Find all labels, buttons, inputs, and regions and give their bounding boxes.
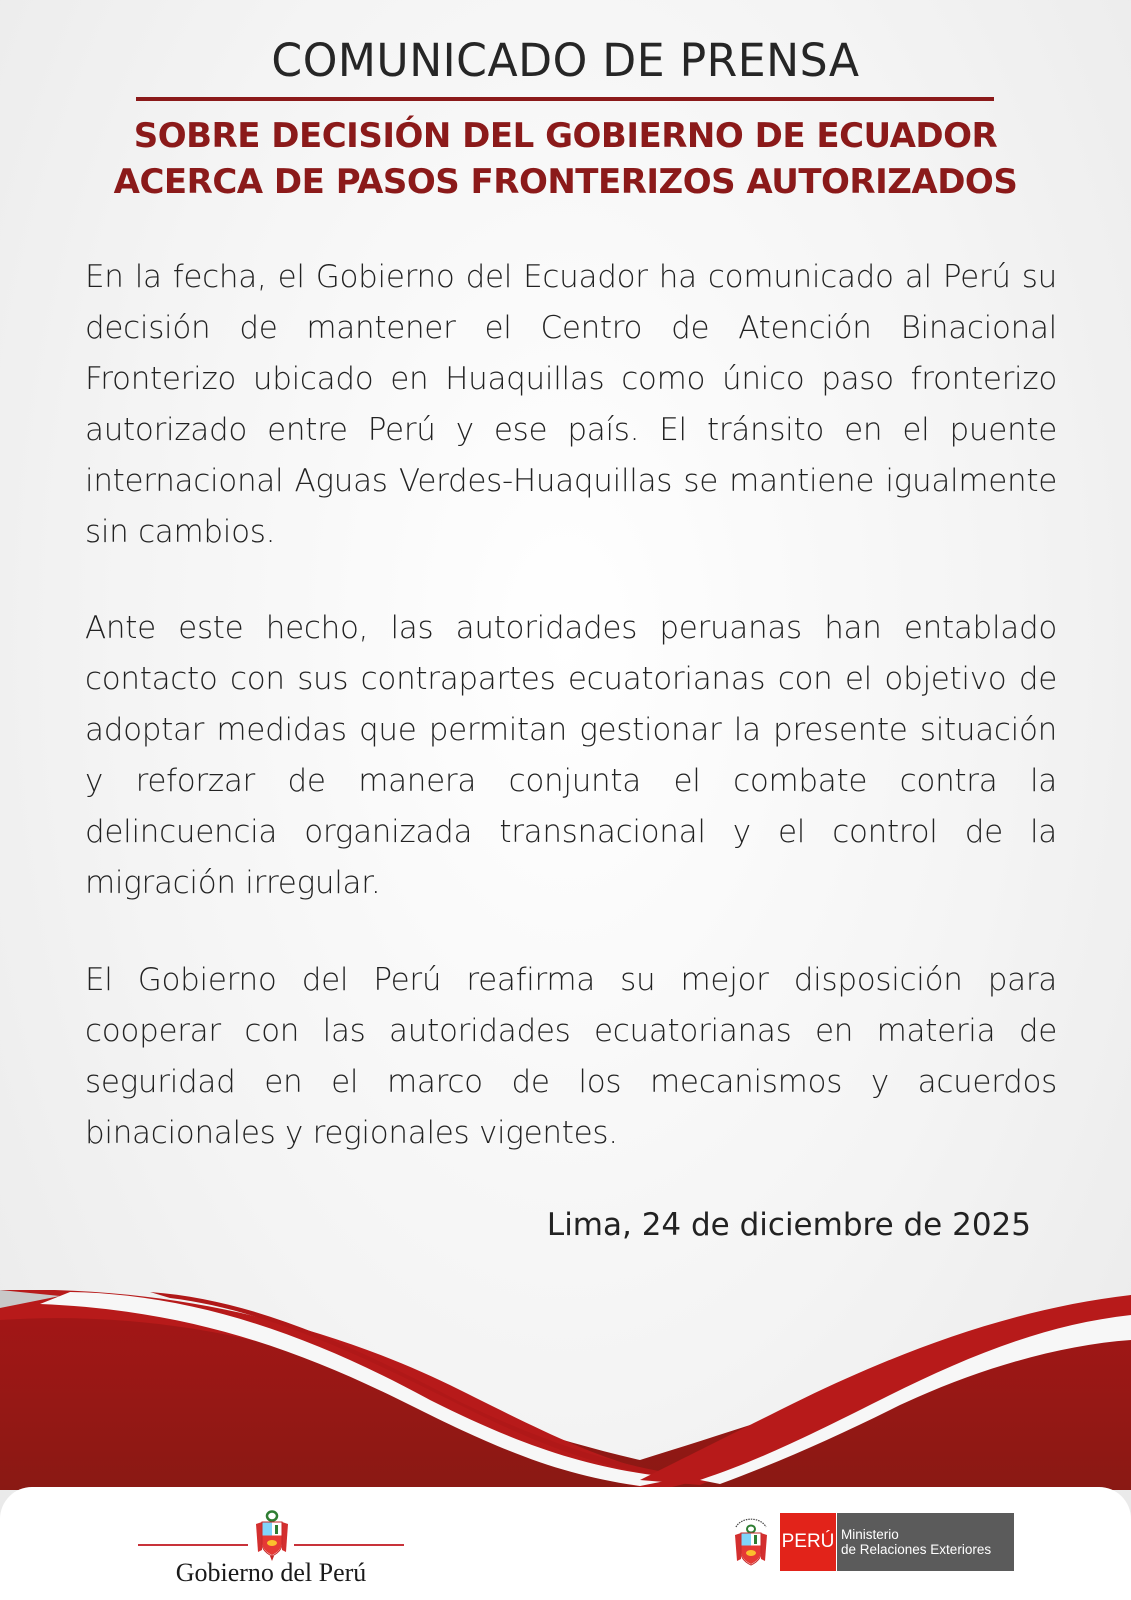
- paragraph-2: Ante este hecho, las autoridades peruanas han entablado contacto con sus contrapartes ecuatorianas con el objetivo de adoptar medidas que permitan gestionar la presente situación y reforzar de manera conjunta el combate contra la delincuencia organizada transnacional y el control de la migración irregular.: [85, 610, 1057, 901]
- logo-rule-left: [138, 1544, 248, 1546]
- page-title: COMUNICADO DE PRENSA: [271, 34, 860, 87]
- subtitle-line-2: ACERCA DE PASOS FRONTERIZOS AUTORIZADOS: [113, 162, 1018, 202]
- ministry-label: [837, 1513, 1014, 1571]
- date-line: Lima, 24 de diciembre de 2025: [546, 1207, 1031, 1243]
- title-divider: [136, 97, 994, 101]
- gobierno-logo-text: Gobierno del Perú: [175, 1558, 367, 1587]
- paragraph-1: En la fecha, el Gobierno del Ecuador ha comunicado al Perú su decisión de mantener el Centro de Atención Binacional Fronterizo ubicado en Huaquillas como único paso fronterizo autorizado entre Perú y ese país. El tránsito en el puente internacional Aguas Verdes-Huaquillas se mantiene igualmente sin cambios.: [85, 259, 1057, 550]
- ribbon-icon: [0, 1290, 1131, 1490]
- coat-of-arms-icon: [252, 1510, 292, 1562]
- peru-label: PERÚ: [780, 1513, 836, 1571]
- logo-rule-right: [294, 1544, 404, 1546]
- flag-ribbon-decoration: [0, 1290, 1131, 1490]
- ministry-line-2: de Relaciones Exteriores: [841, 1542, 992, 1557]
- page-subtitle: [0, 113, 1131, 205]
- paragraph-3: El Gobierno del Perú reafirma su mejor disposición para cooperar con las autoridades ecuatorianas en materia de seguridad en el marco de los mecanismos y acuerdos binacionales y regionales vigentes.: [85, 962, 1057, 1151]
- ministry-line-1: Ministerio: [841, 1527, 899, 1542]
- ministerio-relaciones-exteriores-logo: [730, 1513, 1020, 1573]
- subtitle-line-1: SOBRE DECISIÓN DEL GOBIERNO DE ECUADOR: [133, 116, 998, 156]
- gobierno-del-peru-logo: [138, 1508, 404, 1588]
- coat-of-arms-icon: [730, 1517, 772, 1569]
